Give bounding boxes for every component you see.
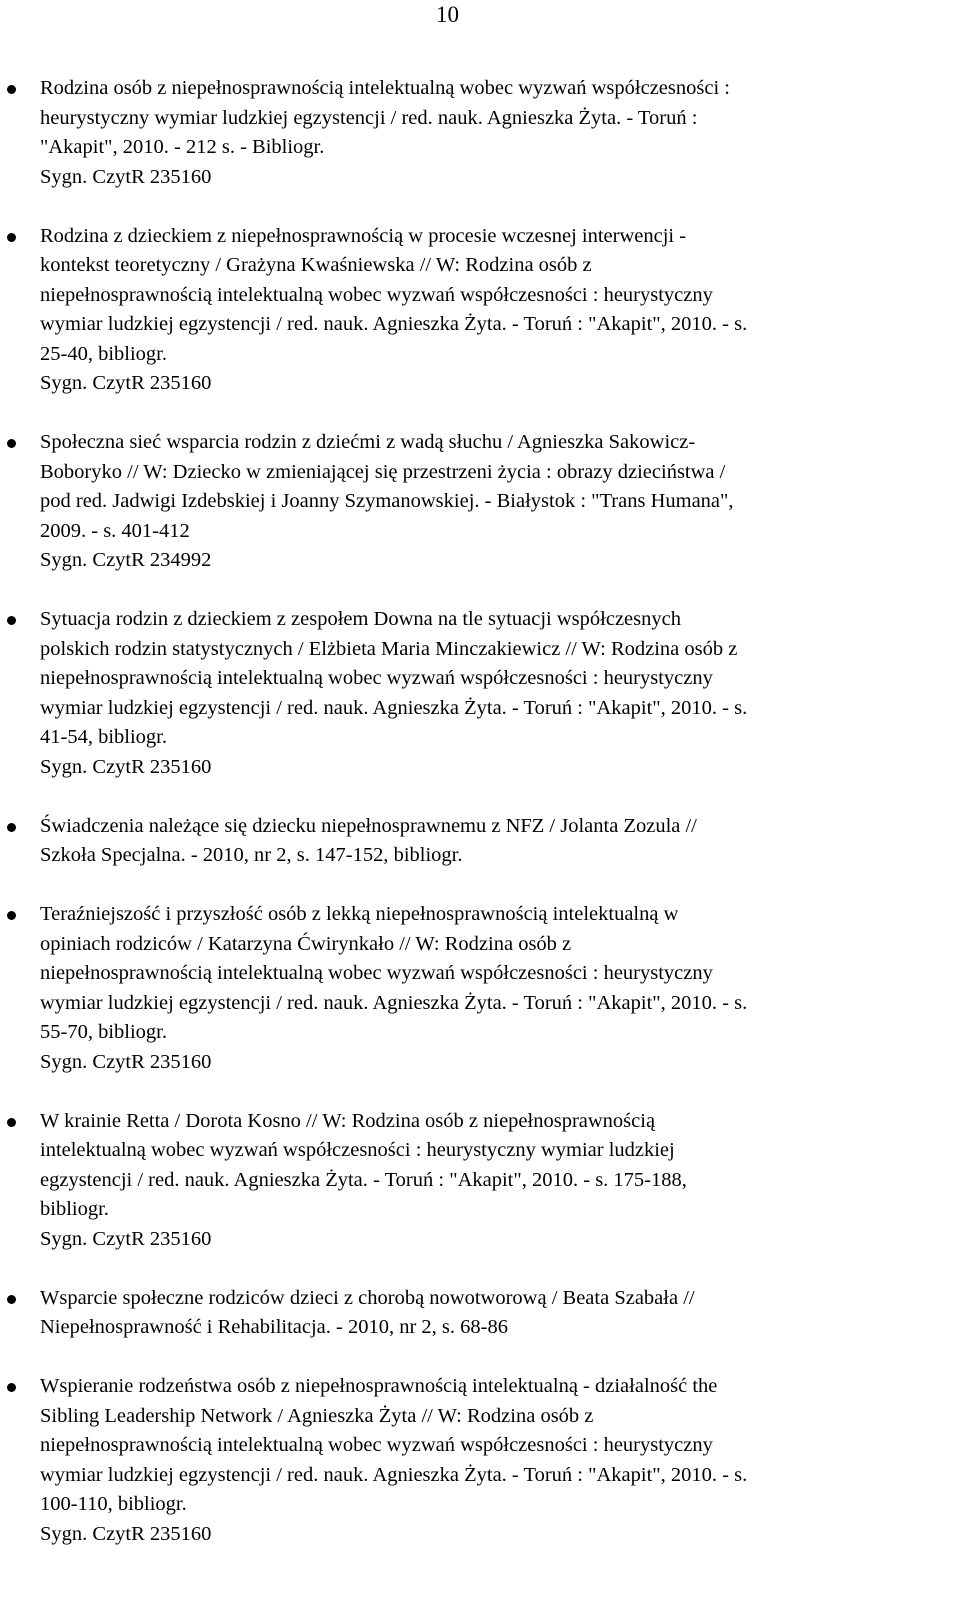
entry-description: Wsparcie społeczne rodziców dzieci z chorobą nowotworową / Beata Szabała // Niepełnosprawność i Rehabilitacja. - 2010, nr 2, s. 68-86 xyxy=(40,1286,695,1338)
entry-description: Rodzina z dzieckiem z niepełnosprawnością w procesie wczesnej interwencji - kontekst teoretyczny / Grażyna Kwaśniewska // W: Rodzina osób z niepełnosprawnością intelektualną wobec wyzwań współczesności : heurystyczny wymiar ludzkiej egzystencji / red. nauk. Agnieszka Żyta. - Toruń : "Akapit", 2010. - s. 25-40, bibliogr. xyxy=(40,224,748,365)
bibliography-entry xyxy=(0,1284,960,1343)
entry-call-number: Sygn. CzytR 235160 xyxy=(40,1050,212,1073)
bibliography-entry xyxy=(0,812,960,871)
bibliography-entry xyxy=(0,222,960,399)
entry-description: Świadczenia należące się dziecku niepełnosprawnemu z NFZ / Jolanta Zozula // Szkoła Specjalna. - 2010, nr 2, s. 147-152, bibliogr. xyxy=(40,814,697,866)
bibliography-entry xyxy=(0,74,960,192)
entry-description: Rodzina osób z niepełnosprawnością intelektualną wobec wyzwań współczesności : heurystyczny wymiar ludzkiej egzystencji / red. nauk. Agnieszka Żyta. - Toruń : "Akapit", 2010. - 212 s. - Bibliogr. xyxy=(40,77,730,158)
entry-call-number: Sygn. CzytR 235160 xyxy=(40,372,212,394)
bullet-icon xyxy=(7,911,16,920)
entry-description: Społeczna sieć wsparcia rodzin z dziećmi z wadą słuchu / Agnieszka Sakowicz- Boboryko // W: Dziecko w zmieniającej się przestrzeni życia : obrazy dzieciństwa / pod red. Jadwigi Izdebskiej i Joanny Szymanowskiej. - Białystok : "Trans Humana", 2009. - s. 401-412 xyxy=(40,431,734,542)
entry-description: Sytuacja rodzin z dzieckiem z zespołem Downa na tle sytuacji współczesnych polskich rodzin statystycznych / Elżbieta Maria Minczakiewicz // W: Rodzina osób z niepełnosprawnością intelektualną wobec wyzwań współczesności : heurystyczny wymiar ludzkiej egzystencji / red. nauk. Agnieszka Żyta. - Toruń : "Akapit", 2010. - s. 41-54, bibliogr. xyxy=(40,608,748,748)
bullet-icon xyxy=(7,439,16,448)
bibliography-entry xyxy=(0,900,960,1077)
entry-description: Wspieranie rodzeństwa osób z niepełnosprawnością intelektualną - działalność the Sibling Leadership Network / Agnieszka Żyta // W: Rodzina osób z niepełnosprawnością intelektualną wobec wyzwań współczesności : heurystyczny wymiar ludzkiej egzystencji / red. nauk. Agnieszka Żyta. - Toruń : "Akapit", 2010. - s. 100-110, bibliogr. xyxy=(40,1375,748,1515)
bibliography-entry xyxy=(0,1372,960,1549)
entry-call-number: Sygn. CzytR 235160 xyxy=(40,755,212,778)
bibliography-list xyxy=(0,74,960,1579)
entry-call-number: Sygn. CzytR 235160 xyxy=(40,1227,212,1250)
bullet-icon xyxy=(7,233,16,242)
entry-call-number: Sygn. CzytR 235160 xyxy=(40,1522,212,1545)
bibliography-entry xyxy=(0,428,960,576)
entry-description: W krainie Retta / Dorota Kosno // W: Rodzina osób z niepełnosprawnością intelektualną wobec wyzwań współczesności : heurystyczny wymiar ludzkiej egzystencji / red. nauk. Agnieszka Żyta. - Toruń : "Akapit", 2010. - s. 175-188, bibliogr. xyxy=(40,1109,687,1220)
bullet-icon xyxy=(7,823,16,832)
entry-description: Teraźniejszość i przyszłość osób z lekką niepełnosprawnością intelektualną w opiniach rodziców / Katarzyna Ćwirynkało // W: Rodzina osób z niepełnosprawnością intelektualną wobec wyzwań współczesności : heurystyczny wymiar ludzkiej egzystencji / red. nauk. Agnieszka Żyta. - Toruń : "Akapit", 2010. - s. 55-70, bibliogr. xyxy=(40,903,748,1043)
bibliography-entry xyxy=(0,605,960,782)
bullet-icon xyxy=(7,1118,16,1127)
entry-call-number: Sygn. CzytR 234992 xyxy=(40,549,212,571)
page-number: 10 xyxy=(436,2,459,27)
bullet-icon xyxy=(7,85,16,94)
bibliography-entry xyxy=(0,1107,960,1255)
bullet-icon xyxy=(7,1295,16,1304)
entry-call-number: Sygn. CzytR 235160 xyxy=(40,165,212,188)
bullet-icon xyxy=(7,616,16,625)
bullet-icon xyxy=(7,1383,16,1392)
